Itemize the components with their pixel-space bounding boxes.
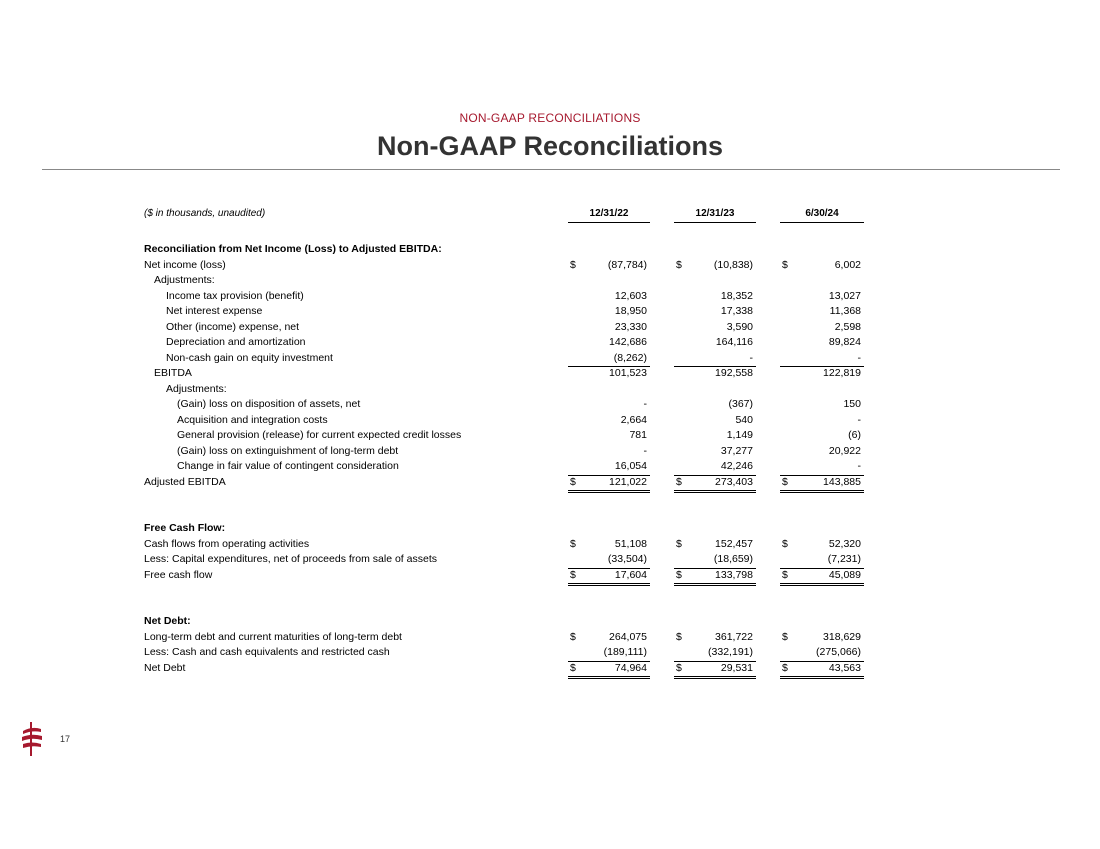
table-row	[144, 258, 866, 274]
value-number: 152,457	[715, 537, 753, 550]
row-label: Net income (loss)	[144, 258, 226, 271]
row-label: Long-term debt and current maturities of long-term debt	[144, 630, 402, 643]
value-number: 3,590	[726, 320, 753, 333]
row-label: General provision (release) for current expected credit losses	[177, 429, 462, 441]
value-cell	[568, 258, 650, 274]
value-number: 121,022	[609, 475, 647, 488]
value-number: 12,603	[614, 289, 647, 302]
table-row	[144, 366, 866, 382]
value-number: 17,604	[614, 568, 647, 581]
value-number: (367)	[728, 398, 753, 410]
value-number: (275,066)	[816, 646, 861, 658]
value-cell	[674, 351, 756, 368]
value-number: 17,338	[720, 305, 753, 317]
row-label: Adjustments:	[154, 274, 215, 286]
row-label: Other (income) expense, net	[166, 320, 300, 333]
value-number: 16,054	[614, 460, 647, 472]
section-row	[144, 614, 866, 630]
value-number: (87,784)	[607, 258, 647, 271]
value-cell	[780, 273, 864, 289]
table-spacer	[144, 506, 866, 522]
value-cell	[674, 459, 756, 476]
value-number: (6)	[848, 429, 861, 441]
value-cell	[780, 289, 864, 305]
row-label: Cash flows from operating activities	[144, 537, 310, 550]
currency-symbol: $	[570, 258, 576, 271]
value-number: 2,598	[834, 320, 861, 333]
value-cell	[568, 351, 650, 368]
row-label: Non-cash gain on equity investment	[166, 351, 333, 364]
value-cell	[780, 258, 864, 274]
value-number: -	[643, 398, 647, 410]
value-number: -	[857, 413, 861, 426]
row-label: Depreciation and amortization	[166, 336, 306, 348]
value-number: 122,819	[823, 367, 861, 379]
value-cell	[568, 645, 650, 662]
value-number: 52,320	[828, 537, 861, 550]
value-number: 89,824	[828, 336, 861, 348]
value-number: 1,149	[726, 429, 753, 441]
value-number: 37,277	[720, 444, 753, 457]
currency-symbol: $	[782, 258, 788, 271]
table-note: ($ in thousands, unaudited)	[144, 208, 266, 219]
row-label: (Gain) loss on disposition of assets, net	[177, 398, 361, 410]
value-number: 20,922	[828, 444, 861, 457]
currency-symbol: $	[782, 537, 788, 550]
value-number: 18,352	[720, 289, 753, 302]
value-number: 318,629	[823, 630, 861, 643]
table-row	[144, 320, 866, 336]
value-number: 11,368	[829, 305, 861, 317]
value-cell	[674, 304, 756, 320]
column-header: 12/31/23	[674, 206, 756, 223]
value-number: 42,246	[720, 460, 753, 472]
value-number: (332,191)	[708, 646, 753, 658]
company-logo-icon	[20, 722, 44, 756]
value-cell	[780, 537, 864, 553]
value-cell	[674, 335, 756, 351]
value-number: 192,558	[715, 367, 753, 379]
table-row	[144, 630, 866, 646]
currency-symbol: $	[782, 630, 788, 643]
value-number: 74,964	[614, 661, 647, 674]
value-number: (8,262)	[613, 351, 647, 364]
value-cell	[674, 320, 756, 336]
currency-symbol: $	[676, 630, 682, 643]
value-cell	[568, 397, 650, 413]
row-label: Net interest expense	[166, 305, 263, 317]
currency-symbol: $	[782, 661, 788, 674]
value-cell	[780, 459, 864, 476]
value-cell	[674, 661, 756, 680]
value-number: 2,664	[620, 413, 647, 426]
table-row	[144, 475, 866, 491]
value-cell	[780, 335, 864, 351]
row-label: (Gain) loss on extinguishment of long-term debt	[177, 444, 399, 457]
table-row	[144, 273, 866, 289]
value-number: 29,531	[720, 661, 753, 674]
value-cell	[568, 289, 650, 305]
value-number: 540	[735, 413, 753, 426]
value-number: 150	[843, 398, 861, 410]
row-label: Less: Capital expenditures, net of proceeds from sale of assets	[144, 553, 437, 565]
value-number: -	[857, 460, 861, 472]
value-number: 133,798	[715, 568, 753, 581]
value-number: 264,075	[609, 630, 647, 643]
row-label: Acquisition and integration costs	[177, 413, 328, 426]
value-cell	[568, 552, 650, 569]
value-number: 781	[629, 429, 647, 441]
value-number: (18,659)	[713, 553, 753, 565]
currency-symbol: $	[676, 661, 682, 674]
value-cell	[674, 258, 756, 274]
row-label: Change in fair value of contingent consideration	[177, 460, 399, 472]
table-row	[144, 459, 866, 475]
currency-symbol: $	[570, 475, 576, 488]
currency-symbol: $	[676, 475, 682, 488]
value-cell	[674, 444, 756, 460]
column-header: 6/30/24	[780, 206, 864, 223]
table-row	[144, 444, 866, 460]
value-cell	[568, 320, 650, 336]
section-heading: Reconciliation from Net Income (Loss) to Adjusted EBITDA:	[144, 243, 442, 255]
value-cell	[674, 428, 756, 444]
value-number: (33,504)	[607, 553, 647, 565]
value-cell	[780, 382, 864, 398]
table-row	[144, 552, 866, 568]
value-number: (7,231)	[827, 553, 861, 565]
value-number: -	[643, 444, 647, 457]
value-number: 143,885	[823, 475, 861, 488]
value-cell	[568, 661, 650, 680]
value-cell	[780, 630, 864, 646]
currency-symbol: $	[570, 630, 576, 643]
value-cell	[674, 366, 756, 382]
row-label: Less: Cash and cash equivalents and restricted cash	[144, 646, 390, 658]
value-cell	[780, 645, 864, 662]
section-kicker: NON-GAAP RECONCILIATIONS	[459, 111, 641, 125]
table-row	[144, 382, 866, 398]
value-number: (189,111)	[603, 646, 647, 658]
value-cell	[568, 366, 650, 382]
value-cell	[780, 444, 864, 460]
table-spacer	[144, 599, 866, 615]
row-label: Adjusted EBITDA	[144, 475, 226, 488]
value-cell	[568, 630, 650, 646]
value-number: 101,523	[609, 367, 647, 379]
value-cell	[568, 459, 650, 476]
value-number: 51,108	[614, 537, 647, 550]
value-number: -	[857, 351, 861, 364]
row-label: Net Debt	[144, 661, 186, 674]
value-number: 18,950	[614, 305, 647, 317]
title-divider	[42, 169, 1060, 170]
value-cell	[674, 552, 756, 569]
value-cell	[674, 413, 756, 429]
value-number: 142,686	[609, 336, 647, 348]
table-row	[144, 645, 866, 661]
value-cell	[568, 335, 650, 351]
value-cell	[674, 537, 756, 553]
value-cell	[780, 397, 864, 413]
row-label: Adjustments:	[166, 382, 227, 395]
table-row	[144, 351, 866, 367]
value-number: 6,002	[834, 258, 861, 271]
value-number: 13,027	[828, 289, 861, 302]
value-number: 43,563	[828, 661, 861, 674]
table-row	[144, 304, 866, 320]
value-cell	[674, 273, 756, 289]
value-cell	[780, 661, 864, 680]
value-cell	[568, 273, 650, 289]
value-cell	[780, 304, 864, 320]
currency-symbol: $	[676, 537, 682, 550]
value-number: 45,089	[828, 568, 861, 581]
table-gap	[144, 224, 866, 242]
value-cell	[780, 320, 864, 336]
table-header-row	[144, 206, 866, 224]
value-number: 23,330	[614, 320, 647, 333]
table-row	[144, 335, 866, 351]
table-row	[144, 397, 866, 413]
table-spacer	[144, 490, 866, 506]
table-body	[144, 242, 866, 676]
value-cell	[568, 382, 650, 398]
value-number: 164,116	[715, 336, 753, 348]
currency-symbol: $	[570, 537, 576, 550]
value-cell	[674, 397, 756, 413]
value-cell	[674, 382, 756, 398]
section-row	[144, 521, 866, 537]
value-cell	[780, 366, 864, 382]
value-cell	[674, 645, 756, 662]
value-number: -	[749, 351, 753, 364]
value-cell	[780, 351, 864, 368]
value-number: (10,838)	[713, 258, 753, 271]
value-cell	[780, 413, 864, 429]
section-heading: Net Debt:	[144, 615, 191, 627]
table-row	[144, 568, 866, 584]
table-row	[144, 537, 866, 553]
value-cell	[780, 552, 864, 569]
currency-symbol: $	[782, 475, 788, 488]
table-row	[144, 661, 866, 677]
table-row	[144, 413, 866, 429]
table-spacer	[144, 583, 866, 599]
page-number: 17	[60, 734, 71, 744]
value-cell	[568, 537, 650, 553]
value-number: 273,403	[715, 475, 753, 488]
currency-symbol: $	[570, 568, 576, 581]
value-cell	[568, 304, 650, 320]
value-cell	[568, 428, 650, 444]
currency-symbol: $	[676, 258, 682, 271]
row-label: EBITDA	[154, 367, 192, 379]
currency-symbol: $	[676, 568, 682, 581]
page-title: Non-GAAP Reconciliations	[376, 131, 724, 161]
row-label: Income tax provision (benefit)	[166, 289, 304, 302]
section-row	[144, 242, 866, 258]
table-row	[144, 428, 866, 444]
value-cell	[568, 413, 650, 429]
reconciliation-table	[144, 206, 866, 676]
row-label: Free cash flow	[144, 568, 213, 581]
value-number: 361,722	[715, 630, 753, 643]
currency-symbol: $	[782, 568, 788, 581]
value-cell	[674, 630, 756, 646]
value-cell	[674, 289, 756, 305]
section-heading: Free Cash Flow:	[144, 522, 226, 534]
column-header: 12/31/22	[568, 206, 650, 223]
value-cell	[780, 428, 864, 444]
currency-symbol: $	[570, 661, 576, 674]
table-row	[144, 289, 866, 305]
value-cell	[568, 444, 650, 460]
